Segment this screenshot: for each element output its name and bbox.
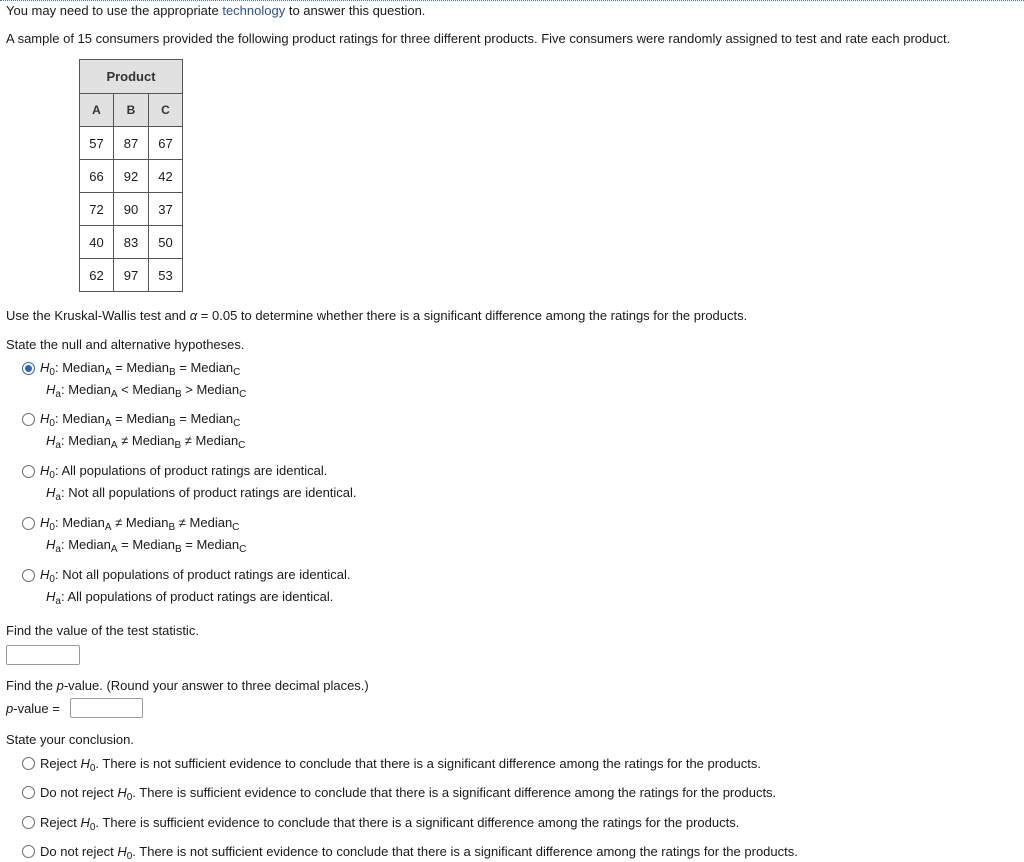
table-cell: 42	[149, 160, 183, 193]
table-cell: 66	[80, 160, 114, 193]
ratings-table	[79, 59, 183, 292]
conclusion-option-3-text: Reject $H_0$. There is sufficient evidence to conclude that there is a significant difference among the ratings for the products.	[40, 815, 740, 833]
test-statistic-input[interactable]	[6, 645, 80, 665]
conclusion-option-2-radio[interactable]	[22, 786, 35, 799]
conclusion-prompt: State your conclusion.	[6, 732, 134, 747]
problem-text: A sample of 15 consumers provided the following product ratings for three different products. Five consumers were randomly assigned to test and rate each product.	[6, 31, 951, 46]
table-row	[80, 259, 183, 292]
conclusion-option-2-text: Do not reject $H_0$. There is sufficient evidence to conclude that there is a significant difference among the ratings for the products.	[40, 785, 777, 803]
top-divider	[0, 0, 1024, 1]
technology-link[interactable]: technology	[222, 3, 286, 18]
hypothesis-option-3-ha: $H_a$: Not all populations of product ratings are identical.	[46, 485, 357, 503]
hypothesis-option-2-ha: $H_a$: Median$_A$ ≠ Median$_B$ ≠ Median$_C$	[46, 433, 246, 451]
table-row	[80, 160, 183, 193]
pvalue-prompt: Find the p-value. (Round your answer to three decimal places.)	[6, 678, 369, 693]
table-cell: 50	[149, 226, 183, 259]
hypothesis-option-1-h0: $H_0$: Median$_A$ = Median$_B$ = Median$_C$	[40, 360, 241, 378]
table-cell: 62	[80, 259, 114, 292]
table-cell: 67	[149, 127, 183, 160]
conclusion-option-4-radio[interactable]	[22, 845, 35, 858]
hypothesis-option-2-radio[interactable]	[22, 413, 35, 426]
hypothesis-option-1-radio[interactable]	[22, 362, 35, 375]
hypothesis-option-1-ha: $H_a$: Median$_A$ < Median$_B$ > Median$_C$	[46, 382, 247, 400]
hypotheses-prompt: State the null and alternative hypotheses.	[6, 337, 245, 352]
intro-text: You may need to use the appropriate technology to answer this question.	[6, 3, 426, 18]
table-row	[80, 226, 183, 259]
table-cell: 37	[149, 193, 183, 226]
table-cell: 57	[80, 127, 114, 160]
table-cell: 72	[80, 193, 114, 226]
hypothesis-option-2-h0: $H_0$: Median$_A$ = Median$_B$ = Median$_C$	[40, 411, 241, 429]
hypothesis-option-3-radio[interactable]	[22, 465, 35, 478]
table-cell: 87	[114, 127, 149, 160]
pvalue-label: p-value =	[6, 701, 60, 716]
column-header-a: A	[80, 94, 114, 127]
table-cell: 97	[114, 259, 149, 292]
table-cell: 92	[114, 160, 149, 193]
hypothesis-option-4-h0: $H_0$: Median$_A$ ≠ Median$_B$ ≠ Median$_C$	[40, 515, 240, 533]
table-row	[80, 193, 183, 226]
hypothesis-option-4-radio[interactable]	[22, 517, 35, 530]
hypothesis-option-5-ha: $H_a$: All populations of product ratings are identical.	[46, 589, 334, 607]
table-header-product: Product	[80, 60, 183, 94]
test-statistic-prompt: Find the value of the test statistic.	[6, 623, 199, 638]
column-header-c: C	[149, 94, 183, 127]
conclusion-option-1-text: Reject $H_0$. There is not sufficient evidence to conclude that there is a significant difference among the ratings for the products.	[40, 756, 761, 774]
table-cell: 53	[149, 259, 183, 292]
table-cell: 40	[80, 226, 114, 259]
conclusion-option-3-radio[interactable]	[22, 816, 35, 829]
table-cell: 83	[114, 226, 149, 259]
instruction-text: Use the Kruskal-Wallis test and α = 0.05 to determine whether there is a significant difference among the ratings for the products.	[6, 308, 748, 323]
conclusion-option-1-radio[interactable]	[22, 757, 35, 770]
hypothesis-option-5-radio[interactable]	[22, 569, 35, 582]
conclusion-option-4-text: Do not reject $H_0$. There is not sufficient evidence to conclude that there is a significant difference among the ratings for the products.	[40, 844, 798, 862]
table-cell: 90	[114, 193, 149, 226]
hypothesis-option-5-h0: $H_0$: Not all populations of product ratings are identical.	[40, 567, 351, 585]
hypothesis-option-4-ha: $H_a$: Median$_A$ = Median$_B$ = Median$_C$	[46, 537, 247, 555]
pvalue-input[interactable]	[70, 698, 143, 718]
hypothesis-option-3-h0: $H_0$: All populations of product ratings are identical.	[40, 463, 328, 481]
column-header-b: B	[114, 94, 149, 127]
table-row	[80, 127, 183, 160]
